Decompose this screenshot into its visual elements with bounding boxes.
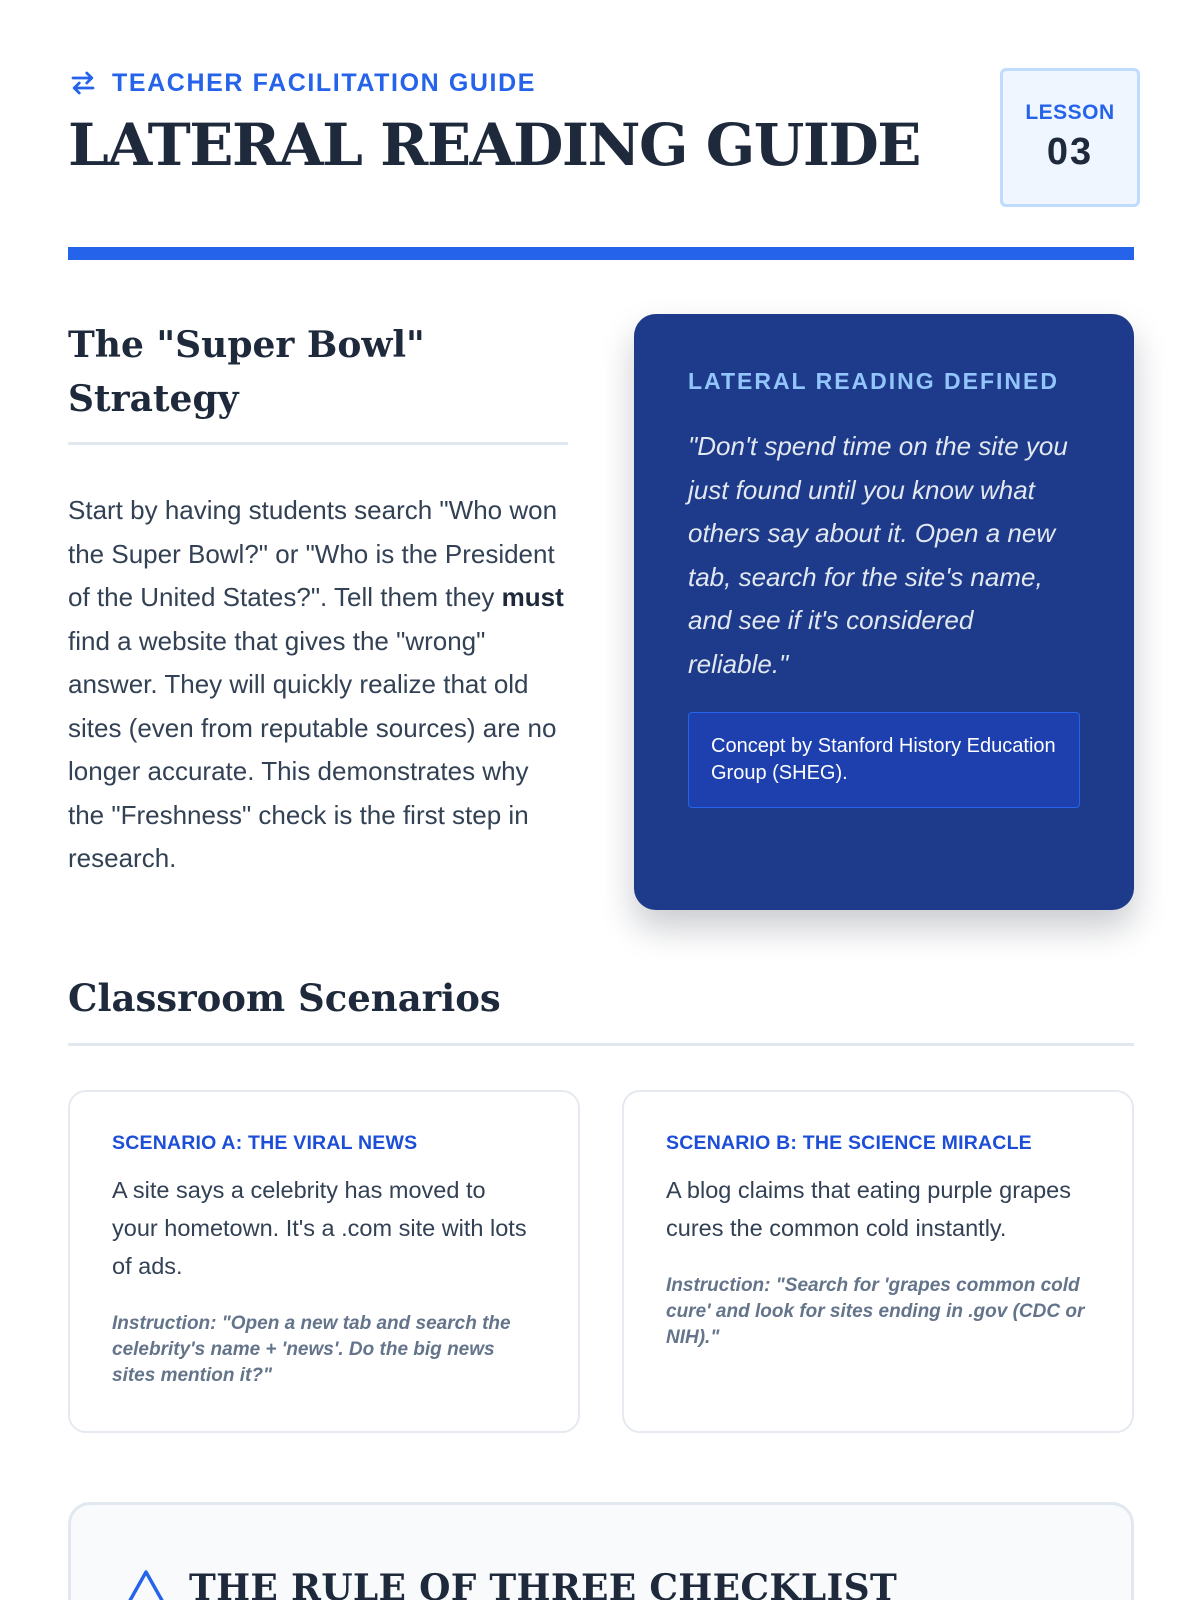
header-divider: [68, 247, 1134, 260]
scenarios-title: Classroom Scenarios: [68, 976, 1134, 1046]
checklist-panel: [68, 1502, 1134, 1600]
strategy-body-start: Start by having students search "Who won the Super Bowl?" or "Who is the President of the United States?". Tell them they: [68, 495, 558, 612]
kicker-text: TEACHER FACILITATION GUIDE: [112, 68, 536, 97]
scenario-label: SCENARIO A: THE VIRAL NEWS: [112, 1132, 418, 1154]
scenario-label: SCENARIO B: THE SCIENCE MIRACLE: [666, 1132, 1032, 1154]
warning-triangle-icon: [125, 1568, 167, 1600]
scenario-body: A site says a celebrity has moved to your hometown. It's a .com site with lots of ads.: [112, 1177, 527, 1279]
page-header: [68, 64, 1134, 214]
guide-kicker: [68, 64, 1134, 102]
lesson-number: 03: [1046, 131, 1094, 173]
strategy-body-end: find a website that gives the "wrong" answer. They will quickly realize that old sites (even from reputable sources) are no longer accurate. This demonstrates why the "Freshness" check is the first step in research.: [68, 625, 557, 873]
definition-label: LATERAL READING DEFINED: [688, 368, 1059, 394]
checklist-title: THE RULE OF THREE CHECKLIST: [189, 1567, 898, 1600]
definition-panel: [634, 314, 1134, 910]
strategy-title: The "Super Bowl" Strategy: [68, 318, 568, 445]
arrows-exchange-icon: [68, 68, 98, 98]
checklist-header: [125, 1567, 897, 1600]
scenario-instruction: Instruction: "Search for 'grapes common cold cure' and look for sites ending in .gov (CDC or NIH).": [666, 1275, 1085, 1348]
scenario-body: A blog claims that eating purple grapes cures the common cold instantly.: [666, 1177, 1071, 1241]
strategy-body-emphasis: must: [501, 582, 564, 612]
lesson-badge: [1000, 68, 1140, 207]
page-title: LATERAL READING GUIDE: [68, 111, 920, 179]
scenario-instruction: Instruction: "Open a new tab and search the celebrity's name + 'news'. Do the big news sites mention it?": [112, 1313, 511, 1386]
scenario-card-b: [622, 1090, 1134, 1433]
strategy-body: [68, 489, 568, 881]
definition-credit: Concept by Stanford History Education Group (SHEG).: [688, 712, 1080, 808]
scenario-card-a: [68, 1090, 580, 1433]
strategy-section: [68, 318, 568, 881]
definition-quote: "Don't spend time on the site you just found until you know what others say about it. Open a new tab, search for the site's name, and see if it's considered reliable.": [688, 431, 1068, 679]
lesson-label: LESSON: [1025, 101, 1115, 124]
